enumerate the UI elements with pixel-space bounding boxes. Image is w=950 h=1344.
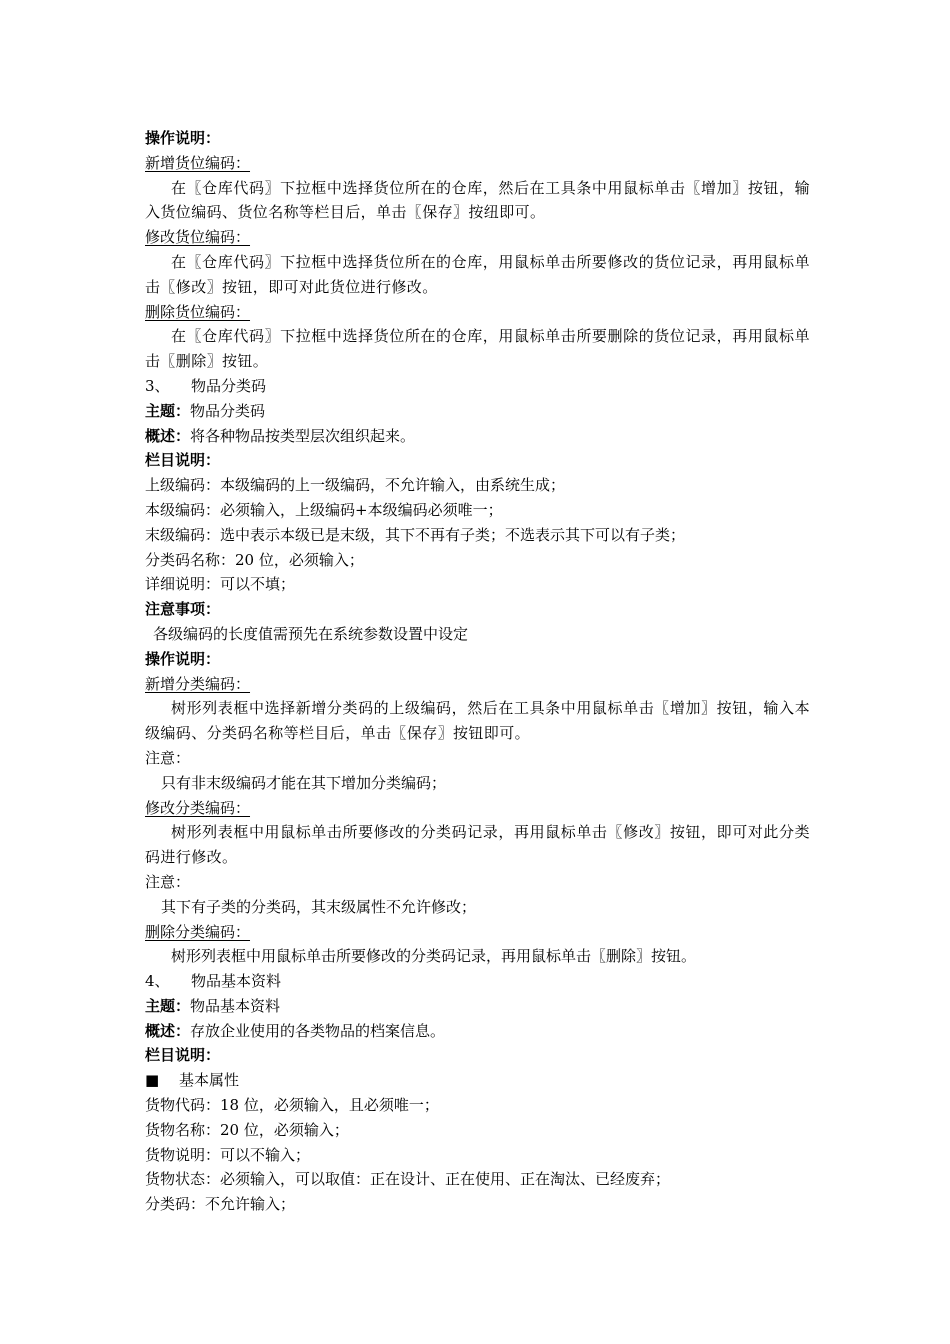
- field-goods-code: 货物代码：18 位，必须输入，且必须唯一；: [145, 1096, 439, 1115]
- square-bullet-icon: ■: [145, 1071, 160, 1090]
- field-category-code: 分类码：不允许输入；: [145, 1195, 296, 1214]
- add-location-code-paragraph: 在〖仓库代码〗下拉框中选择货位所在的仓库，然后在工具条中用鼠标单击〖增加〗按钮，输入货位编码、货位名称等栏目后，单击〖保存〗按纽即可。: [145, 178, 810, 222]
- overview-line-2: [145, 1019, 810, 1044]
- notes-heading: 注意事项：: [145, 600, 221, 619]
- delete-category-code-heading: 删除分类编码：: [145, 922, 251, 941]
- operation-heading-2: 操作说明：: [145, 649, 221, 668]
- basic-attributes-label: 基本属性: [179, 1071, 240, 1090]
- overview-line: [145, 424, 810, 449]
- subject-value: 物品分类码: [190, 401, 266, 420]
- subject-value-2: 物品基本资料: [190, 996, 281, 1015]
- overview-label-2: 概述：: [145, 1021, 191, 1040]
- fields-heading-2: 栏目说明：: [145, 1046, 221, 1065]
- delete-location-code-paragraph: 在〖仓库代码〗下拉框中选择货位所在的仓库，用鼠标单击所要删除的货位记录，再用鼠标单击〖删除〗按钮。: [145, 327, 810, 371]
- note-text-1: 只有非末级编码才能在其下增加分类编码；: [161, 773, 447, 792]
- note-text-2: 其下有子类的分类码，其末级属性不允许修改；: [161, 897, 477, 916]
- section-3-title: 物品分类码: [191, 376, 267, 395]
- edit-location-code-heading: 修改货位编码：: [145, 228, 251, 247]
- field-detail: 详细说明：可以不填；: [145, 575, 296, 594]
- basic-attributes-heading: [145, 1068, 810, 1093]
- section-4-number: 4、: [145, 972, 170, 991]
- delete-category-code-paragraph: 树形列表框中用鼠标单击所要修改的分类码记录，再用鼠标单击〖删除〗按钮。: [171, 947, 697, 966]
- overview-value-2: 存放企业使用的各类物品的档案信息。: [190, 1021, 446, 1040]
- field-parent-code: 上级编码：本级编码的上一级编码，不允许输入，由系统生成；: [145, 476, 566, 495]
- overview-value: 将各种物品按类型层次组织起来。: [190, 426, 416, 445]
- overview-label: 概述：: [145, 426, 191, 445]
- add-category-code-heading: 新增分类编码：: [145, 674, 251, 693]
- subject-label-2: 主题：: [145, 996, 191, 1015]
- field-category-name: 分类码名称：20 位，必须输入；: [145, 550, 364, 569]
- section-3-heading: [145, 374, 810, 399]
- note-label-1: 注意：: [145, 748, 191, 767]
- document-page: [145, 126, 810, 1217]
- field-own-code: 本级编码：必须输入，上级编码+本级编码必须唯一；: [145, 500, 503, 519]
- add-category-code-paragraph: 树形列表框中选择新增分类码的上级编码，然后在工具条中用鼠标单击〖增加〗按钮，输入本级编码、分类码名称等栏目后，单击〖保存〗按钮即可。: [145, 699, 810, 743]
- field-leaf-code: 末级编码：选中表示本级已是末级，其下不再有子类；不选表示其下可以有子类；: [145, 525, 686, 544]
- note-label-2: 注意：: [145, 872, 191, 891]
- add-location-code-heading: 新增货位编码：: [145, 153, 251, 172]
- fields-heading: 栏目说明：: [145, 451, 221, 470]
- subject-line-2: [145, 994, 810, 1019]
- subject-label: 主题：: [145, 401, 191, 420]
- operation-heading: 操作说明：: [145, 129, 221, 147]
- subject-line: [145, 399, 810, 424]
- delete-location-code-heading: 删除货位编码：: [145, 302, 251, 321]
- section-4-heading: [145, 969, 810, 994]
- field-goods-description: 货物说明：可以不输入；: [145, 1145, 311, 1164]
- edit-category-code-heading: 修改分类编码：: [145, 798, 251, 817]
- field-goods-name: 货物名称：20 位，必须输入；: [145, 1120, 349, 1139]
- section-4-title: 物品基本资料: [191, 972, 282, 991]
- field-goods-status: 货物状态：必须输入，可以取值：正在设计、正在使用、正在淘汰、已经废弃；: [145, 1170, 671, 1189]
- notes-text: 各级编码的长度值需预先在系统参数设置中设定: [153, 624, 469, 643]
- edit-location-code-paragraph: 在〖仓库代码〗下拉框中选择货位所在的仓库，用鼠标单击所要修改的货位记录，再用鼠标单击〖修改〗按钮，即可对此货位进行修改。: [145, 252, 810, 296]
- edit-category-code-paragraph: 树形列表框中用鼠标单击所要修改的分类码记录，再用鼠标单击〖修改〗按钮，即可对此分类码进行修改。: [145, 823, 810, 867]
- section-3-number: 3、: [145, 376, 170, 395]
